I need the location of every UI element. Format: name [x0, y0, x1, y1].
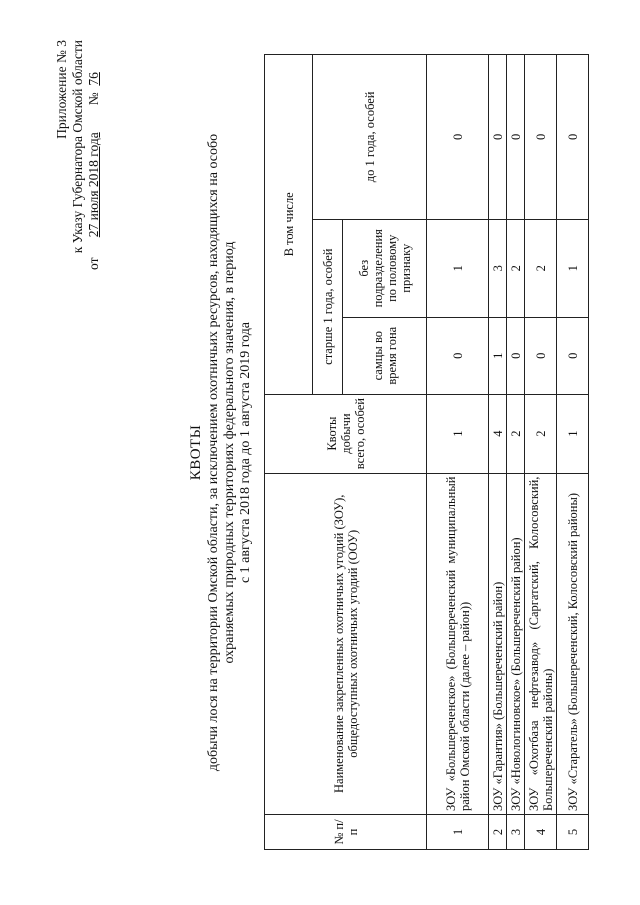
quota-under-one: 0	[489, 55, 507, 220]
header-males-rut: самцы во время гона	[343, 317, 427, 394]
quota-total: 2	[507, 394, 525, 473]
quota-total: 1	[557, 394, 589, 473]
appendix-title: Приложение № 3	[54, 40, 69, 139]
hunting-ground-name: ЗОУ «Новологиновское» (Большереченский район)	[507, 473, 525, 814]
quota-males-rut: 0	[427, 317, 489, 394]
row-number: 5	[557, 815, 589, 850]
header-no-sex-division: без подразделения по половому признаку	[343, 219, 427, 317]
doc-heading: КВОТЫ	[188, 424, 204, 481]
row-number: 3	[507, 815, 525, 850]
doc-period: с 1 августа 2018 года до 1 августа 2019 года	[238, 321, 253, 584]
quota-no-sex-division: 2	[507, 219, 525, 317]
appendix-block	[54, 40, 102, 270]
number-prefix: №	[86, 92, 101, 106]
table-row	[525, 55, 557, 850]
quota-males-rut: 1	[489, 317, 507, 394]
row-number: 4	[525, 815, 557, 850]
header-number: № п/п	[265, 815, 427, 850]
decree-date: 27 июля 2018 года	[86, 132, 101, 238]
row-number: 1	[427, 815, 489, 850]
quota-under-one: 0	[427, 55, 489, 220]
hunting-ground-name: ЗОУ «Гарантия» (Большереченский район)	[489, 473, 507, 814]
header-under-one: до 1 года, особей	[313, 55, 427, 220]
quota-under-one: 0	[525, 55, 557, 220]
date-prefix: от	[86, 257, 101, 270]
header-older: старше 1 года, особей	[313, 219, 343, 394]
hunting-ground-name: ЗОУ «Большереченское» (Большереченский муниципальный район Омской области (далее – район))	[427, 473, 489, 814]
appendix-date-line	[86, 40, 102, 270]
quota-no-sex-division: 3	[489, 219, 507, 317]
header-including: В том числе	[265, 55, 313, 395]
hunting-ground-name: ЗОУ «Старатель» (Большереченский, Колосовский районы)	[557, 473, 589, 814]
quota-males-rut: 0	[557, 317, 589, 394]
header-total: Квоты добычи всего, особей	[265, 394, 427, 473]
quota-no-sex-division: 1	[427, 219, 489, 317]
quota-no-sex-division: 1	[557, 219, 589, 317]
table-row	[557, 55, 589, 850]
header-name: Наименование закрепленных охотничьих угодий (ЗОУ), общедоступных охотничьих угодий (ООУ)	[265, 473, 427, 814]
table-row	[507, 55, 525, 850]
quota-under-one: 0	[507, 55, 525, 220]
quota-total: 4	[489, 394, 507, 473]
quota-under-one: 0	[557, 55, 589, 220]
doc-subtitle-line-2: охраняемых природных территориях федерального значения, в период	[222, 241, 237, 664]
row-number: 2	[489, 815, 507, 850]
quota-total: 2	[525, 394, 557, 473]
appendix-decree: к Указу Губернатора Омской области	[70, 40, 85, 254]
quota-no-sex-division: 2	[525, 219, 557, 317]
quota-males-rut: 0	[507, 317, 525, 394]
decree-number: 76	[86, 72, 101, 86]
hunting-ground-name: ЗОУ «Охотбаза нефтезавод» (Саргатский, Колосовский, Большереченский районы)	[525, 473, 557, 814]
doc-subtitle-line-1: добычи лося на территории Омской области, за исключением охотничьих ресурсов, находящихся на особо	[206, 133, 221, 772]
quota-males-rut: 0	[525, 317, 557, 394]
table-row	[489, 55, 507, 850]
quota-total: 1	[427, 394, 489, 473]
table-row	[427, 55, 489, 850]
quota-table	[264, 54, 589, 850]
